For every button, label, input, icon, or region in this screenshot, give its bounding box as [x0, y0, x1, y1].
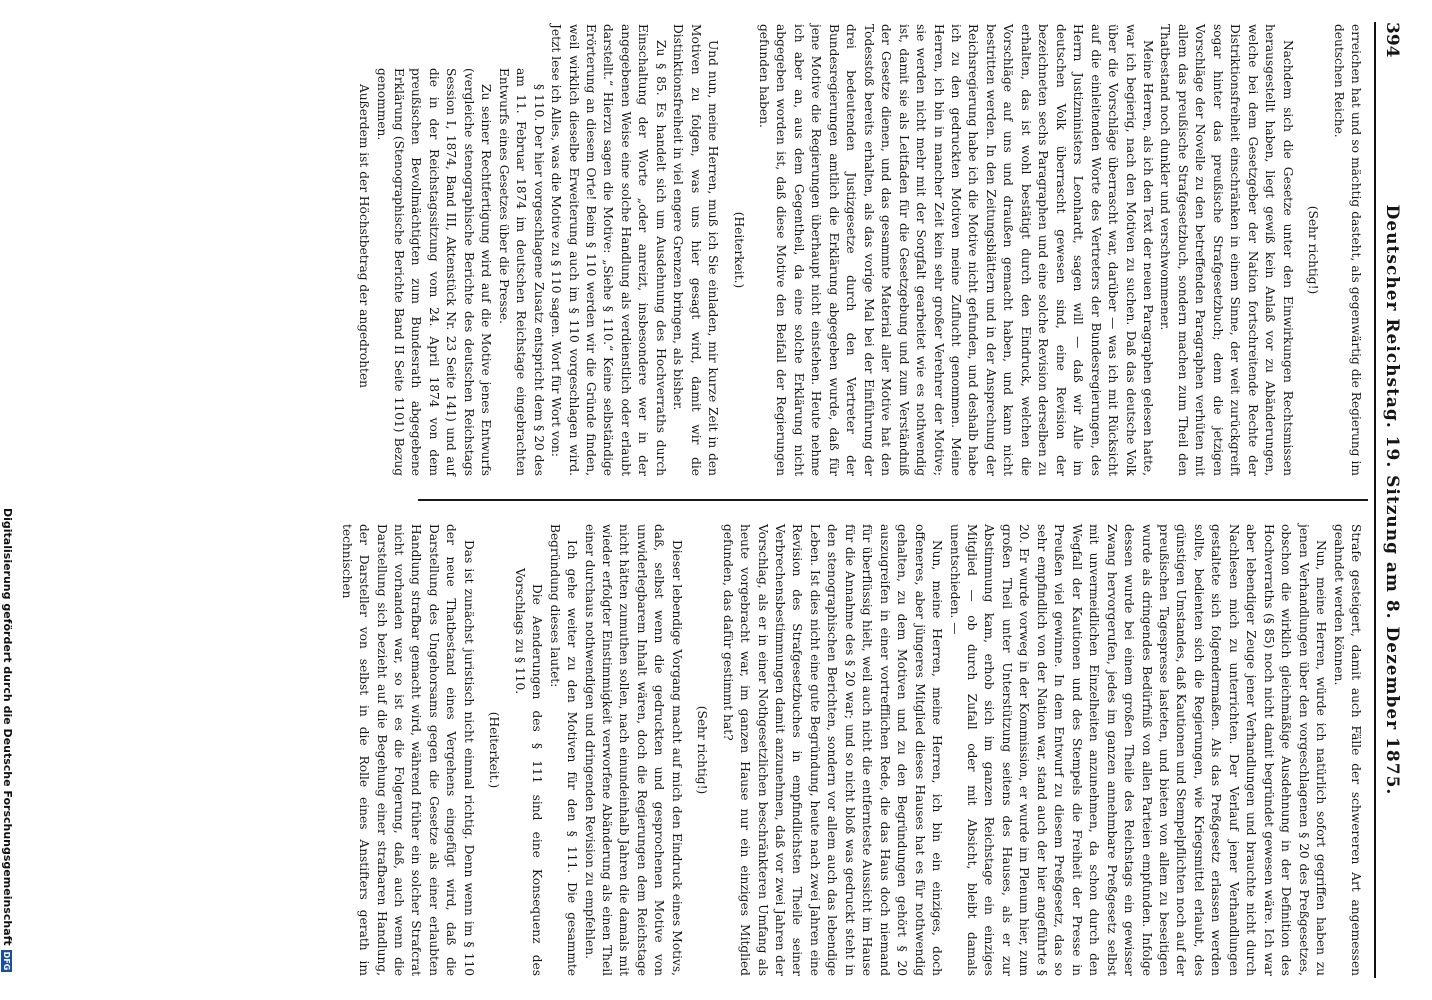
right-column: [339, 524, 1364, 976]
right-paragraph-4: Dieser lebendige Vorgang macht auf mich den Eindruck eines Motivs, daß, selbst wenn die gedruckten und gesprochenen Motive von unwiderlegbarem Inhalt wären, doch die Regierungen dem Reichstage nicht hätten zumuthen sollen, nach einundeinhalb Jahren die damals mit wieder erfolgter Einstimmigkeit verworfene Abänderung als einen Theil einer durchaus nothwendigen und dringenden Revision zu empfehlen.: [582, 524, 684, 976]
right-paragraph-5: Ich gehe weiter zu den Motiven für den § 111. Die gesammte Begründung dieses lautet:: [547, 524, 580, 976]
document-page: [26, 0, 1416, 1000]
digitization-strip: [0, 0, 16, 1000]
left-column: [357, 24, 1364, 476]
dfg-logo: DFG: [2, 951, 12, 971]
right-quote-1: Die Aenderungen des § 111 sind eine Konsequenz des Vorschlags zu § 110.: [512, 568, 545, 976]
left-paragraph-5: Zu § 85. Es handelt sich um Ausdehnung des Hochverraths durch Einschaltung der Worte „oder anreizt, insbesondere wer in der angegebenen Weise eine solche Handlung als verdienstlich oder erlaubt darstellt.“ Hierzu sagen die Motive: „Siehe § 110.“ Keine selbständige Erörterung an diesem Orte! Beim § 110 werden wir die Gründe finden, weil wirklich dieselbe Erweiterung auch im § 110 vorgeschlagen wird. Jetzt lese ich Alles, was die Motive zu § 110 sagen. Wort für Wort von:: [549, 24, 668, 476]
left-quote-2: Zu seiner Rechtfertigung wird auf die Motive jenes Entwurfs (vergleiche stenographische Berichte des deutschen Reichstags Session I, 1874, Band III, Aktenstück Nr. 23 Seite 141) und auf die in der Reichstagssitzung vom 24. April 1874 von dem preußischen Bevollmächtigten zum Bundesrath abgegebene Erklärung (Stenographische Berichte Band II Seite 1101) Bezug genommen.: [374, 68, 494, 476]
right-paragraph-1: Strafe gesteigert, damit auch Fälle der schwereren Art angemessen geahndet werden können.: [1331, 524, 1363, 976]
left-paragraph-3: Meine Herren, als ich den Text der neuen Paragraphen gelesen hatte, war ich begierig, nach den Motiven zu suchen. Daß das deutsche Volk über die Vorschläge überrascht war, darüber — was ich mit Rücksicht auf die einleitenden Worte des Vertreters der Bundesregierungen, des Herrn Justizministers Leonhardt, sagen will — daß wir Alle im deutschen Volk überrascht gewesen sind, eine Revision der bezeichneten sechs Paragraphen und eine solche Revision derselben zu erhalten, das ist wohl bestätigt durch den Eindruck, welchen die Vorschläge auf uns und draußen gemacht haben, und kann nicht bestritten werden. In den Zeitungsblättern und in der Ansprechung der Reichsregierung habe ich die Motive nicht gefunden, und deshalb habe ich zu den gedruckten Motiven meine Zuflucht genommen. Meine Herren, ich bin in mancher Zeit kein sehr großer Verehrer der Motive; sie werden nicht mehr mit der Sorgfalt gearbeitet wie es nothwendig ist, damit sie als Leitfaden für die Gesetzgebung und zum Verständniß der Gesetze dienen, und das gesammte Material aller Motive hat den Todesstoß bereits erhalten, als das vorige Mal bei der Einführung der drei bedeutenden Justizgesetze durch den Vertreter der Bundesregierungen amtlich die Erklärung abgegeben wurde, daß für jene Motive die Regierungen überhaupt nicht einstehen. Heute nehme ich aber an, aus dem Gegentheil, da eine solche Erklärung nicht abgegeben worden ist, daß diese Motive den Beifall der Regierungen gefunden haben.: [757, 24, 1156, 476]
left-quote-1: § 110. Der hier vorgeschlagene Zusatz entspricht dem § 20 des am 11. Februar 1874 im deutschen Reichstage eingebrachten Entwurfs eines Gesetzes über die Presse.: [496, 68, 546, 476]
right-paragraph-3: Nun, meine Herren, meine Herren, ich bin ein einziges, doch offeneres, aber jüngeres Mitglied dieses Hauses hat es für nothwendig gehalten, zu dem Motiven und zu den Begründungen gehört § 20 auszugreifen in einer vortrefflichen Rede, die das Haus doch niemand für überflüssig hielt, weil auch nicht die entfernteste Aussicht im Hause für die Annahme des § 20 war; und so nicht bloß was gedruckt steht in den stenographischen Berichten, sondern vor allem auch das lebendige Leben. Ist dies nicht eine gute Begründung, heute nach zwei Jahren eine Revision des Strafgesetzbuches in empfindlichsten Theile seiner Verbrechensbestimmungen damit anzunehmen, daß vor zwei Jahren der Vorschlag, als er in einer Nothgesetzlichen beschränkteren Umfang als heute vorgebracht war, im ganzen Hause nur ein einziges Mitglied gefunden, das dafür gestimmt hat?: [720, 524, 945, 976]
left-quote-3: Außerdem ist der Höchstbetrag der angedrohten: [357, 84, 372, 389]
digitization-credit: [1, 508, 14, 972]
page-header: [1374, 22, 1406, 978]
page-number: 394: [1382, 22, 1402, 58]
left-interjection-2: (Heiterkeit.): [731, 211, 746, 289]
right-paragraph-6: Das ist zunächst juristisch nicht einmal richtig. Denn wenn im § 110 der neue Thatbestand eines Vergehens eingefügt wird, daß die Darstellung des Ungehorsams gegen die Gesetze als einer erlaubten Handlung strafbar gemacht wird, während früher ein solcher Strafcrat nicht vorhanden war, so ist es die Folgerung, daß, auch wenn die Darstellung sich bezieht auf die Begehung einer strafbaren Handlung, der Darsteller von selbst in die Rolle eines Anstifters gerath im technischen: [339, 524, 476, 976]
right-interjection-2: (Heiterkeit.): [487, 711, 502, 789]
left-paragraph-4: Und nun, meine Herren, muß ich Sie einladen, mir kurze Zeit in den Motiven zu folgen, was uns hier gesagt wird, damit wir die Distinktionsfreiheit in viel engere Grenzen bringen, als bisher.: [671, 24, 721, 476]
left-interjection-1: (Sehr richtig!): [1306, 205, 1321, 295]
right-interjection-1: (Sehr richtig!): [695, 705, 710, 795]
column-divider: [418, 499, 1368, 501]
running-title: Deutscher Reichstag. 19. Sitzung am 8. Dezember 1875.: [1382, 204, 1402, 796]
left-paragraph-1: erreichen hat und so mächtig dasteht, als gegenwärtig die Regierung im deutschen Reiche.: [1331, 24, 1363, 476]
right-paragraph-2: Nun, meine Herren, würde ich natürlich sofort gegriffen haben zu jenen Verhandlungen über den vorgeschlagenen § 20 des Preßgesetzes, obschon die wirklich gleichmäßige Ausdehnung in der Definition des Hochverraths (§ 85) noch nicht damit begründet gewesen wäre. Ich war aber lebendiger Zeuge jener Verhandlungen und brauchte nicht durch Nachlesen mich zu unterrichten. Der Verlauf jener Verhandlungen gestaltete sich folgendermaßen. Als das Preßgesetz erlassen werden sollte, bedienten sich die Regierungen, wie Kriegsmittel erlaubt, des günstigen Umstandes, daß Kautionen und Stempelpflichten noch auf der preußischen Tagespresse lasteten, und bieten von allem zu beseitigen wurde als dringendes Bedürfniß von allen Parteien empfunden. Infolge dessen wurde bei einem großen Theile des Reichstags ein gewisser Zwang hervorgerufen, jedes im ganzen annehmbare Preßgesetz selbst mit unvermeidlichen Einzelheiten anzunehmen, da schon durch den Wegfall der Kautionen und des Stempels die Freiheit der Presse in Preußen viel gewinne. In dem Entwurf zu diesem Preßgesetz, das so sehr empfindlich von der Nation war, stand auch der hier angeführte § 20. Er wurde vorweg in der Kommission, er wurde im Plenum hier, zum großen Theil unter Unterstützung seitens des Hauses, als er zur Abstimmung kam, erhob sich im ganzen Reichstage ein einziges Mitglied — ob durch Zufall oder mit Absicht, bleibt damals unentschieden. —: [947, 524, 1329, 976]
left-paragraph-2: Nachdem sich die Gesetze unter den Einwirkungen Rechtsmissen herausgestellt haben, liegt gewiß kein Anlaß vor zu Abänderungen, welche bei dem Gesetzgeber der Nation fortschreitende Rechte der Distriktionsfreiheit einschränken in einem Sinne, der weit zurückgreift sogar hinter das preußische Strafgesetzbuch; denn die jetzigen Vorschläge der Novelle zu den betreffenden Paragraphen verhüten mit allem das preußische Strafgesetzbuch, sondern machen zum Theil den Thatbestand noch dunkler und verschwommener.: [1158, 24, 1295, 476]
digitization-credit-text: Digitalisierung gefördert durch die Deutsche Forschungsgemeinschaft: [1, 508, 14, 946]
